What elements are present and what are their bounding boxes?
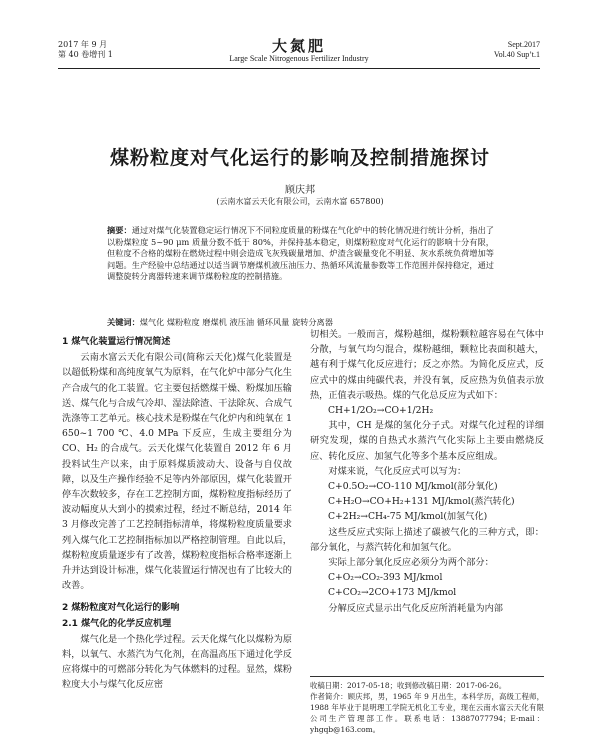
journal-name-cn: 大氮肥 — [271, 37, 326, 55]
footnote-dates: 收稿日期：2017-05-18；收到修改稿日期：2017-06-26。 — [310, 681, 507, 690]
header-volume-en: Vol.40 Sup’t.1 — [493, 50, 540, 59]
abstract — [107, 225, 494, 283]
header-issue-en — [494, 40, 540, 60]
journal-name-en: Large Scale Nitrogenous Fertilizer Industry — [229, 54, 369, 63]
section-1-heading: 1 煤气化装置运行情况简述 — [62, 337, 171, 347]
right-paragraph-1: 切相关。一般而言，煤粉越细，煤粉颗粒越容易在气体中分散，与氧气均匀混合，煤粉越细，颗粒比表面积越大，越有利于煤气化反应进行；反之亦然。为简化反应式，反应式中的煤由纯碳代表，并没有氧，反应热为负值表示放热，正值表示吸热。煤的气化总反应为式如下： — [310, 329, 544, 401]
equation-boudouard: C+CO₂→2CO+173 MJ/kmol — [328, 587, 457, 599]
footnote — [310, 676, 544, 735]
right-paragraph-5: 实际上部分氧化反应必须分为两个部分： — [328, 557, 494, 569]
right-paragraph-2: 其中，CH 是煤的氢化分子式。对煤气化过程的详细研究发现，煤的自热式水蒸汽气化实际上主要由燃烧反应、转化反应、加氢气化等多个基本反应组成。 — [310, 420, 544, 462]
right-paragraph-6: 分解反应式显示出气化反应所消耗量为内部 — [328, 602, 503, 614]
right-paragraph-4: 这些反应式实际上描述了碳被气化的三种方式，即：部分氧化，与蒸汽转化和加氢气化。 — [310, 526, 544, 553]
abstract-label: 摘要： — [107, 225, 132, 235]
right-column — [310, 327, 544, 616]
footnote-author-bio: 作者简介：顾庆邦，男，1965 年 9 月出生，本科学历，高级工程师，1988 年毕业于昆明理工学院无机化工专业，现在云南水富云天化有限公司生产管理部工作。联系电话：13887077794；E-mail：yhgqb@163.com。 — [310, 692, 544, 734]
header-date: 2017 年 9 月 — [58, 40, 108, 49]
section-2-1-heading: 2.1 煤气化的化学反应机理 — [62, 618, 172, 629]
equation-combustion: C+O₂→CO₂-393 MJ/kmol — [328, 572, 443, 584]
left-column — [62, 335, 292, 693]
section-2-heading: 2 煤粉粒度对气化运行的影响 — [62, 603, 180, 614]
article-author: 顾庆邦 — [285, 185, 315, 196]
abstract-text: 通过对煤气化装置稳定运行情况下不同粒度质量的粉煤在气化炉中的转化情况进行统计分析，指出了以粉煤粒度 5~90 μm 质量分数不低于 80%，并保持基本稳定，则煤粉粒度对气化运行的影响十分有限，但粒度不合格的煤粉在燃烧过程中则会造成飞灰残碳量增加、炉渣含碳量变化不明显、灰水系统负荷增加等问题。生产经验中总结通过以适当调节磨煤机液压油压力、热循环风流量参数等工作范围并保持稳定，通过调整旋转分离器转速来调节煤粉粒度的控制措施。 — [107, 225, 494, 281]
equation-steam-conversion: C+H₂O→CO+H₂+131 MJ/kmol(蒸汽转化) — [328, 496, 515, 508]
equation-overall: CH+1/2O₂→CO+1/2H₂ — [328, 405, 434, 417]
keywords-label: 关键词： — [107, 317, 140, 327]
author-affiliation: (云南水富云天化有限公司，云南水富 657800) — [216, 197, 384, 206]
header-date-en: Sept.2017 — [507, 40, 540, 49]
header-volume: 第 40 卷增刊 1 — [58, 50, 113, 59]
journal-masthead — [58, 38, 540, 64]
page-header — [58, 38, 540, 69]
section-1-paragraph: 云南水富云天化有限公司(简称云天化)煤气化装置是以超低粉煤和高纯度氧气为原料，在气化炉中部分气化生产合成气的化工装置。它主要包括燃煤干燥、粉煤加压输送、煤气化与合成气冷却、湿法除渣、干法除灰、合成气洗涤等工艺单元。核心技术是粉煤在气化炉内和纯氧在 1 650~1 700 ℃、4.0 MPa 下反应，生成主要组分为 CO、H₂ 的合成气。云天化煤气化装置自 2012 年 6 月投料试生产以来，由于原料煤质波动大、设备与自仪故障，以及生产操作经验不足等内外部原因，煤气化装置开停车次数较多，存在工艺控制方面，煤粉粒度指标经历了波动幅度从大到小的摸索过程，经过不断总结，2014 年 3 月修改完善了工艺控制指标清单，将煤粉粒度质量要求列入煤气化工艺控制指标加以严格控制管理。自此以后，煤粉粒度质量逐步有了改善，煤粉粒度指标合格率逐渐上升并达到设计标准，煤气化装置运行情况也有了比较大的改善。 — [62, 352, 292, 592]
equation-partial-oxidation: C+0.5O₂→CO-110 MJ/kmol(部分氧化) — [328, 481, 498, 493]
article-title: 煤粉粒度对气化运行的影响及控制措施探讨 — [109, 147, 490, 169]
equation-hydrogasification: C+2H₂→CH₄-75 MJ/kmol(加氢气化) — [328, 511, 488, 523]
keywords-list: 煤气化 煤粉粒度 磨煤机 液压油 循环风量 旋转分离器 — [139, 317, 333, 327]
section-2-1-paragraph: 煤气化是一个热化学过程。云天化煤气化以煤粉为原料，以氧气、水蒸汽为气化剂，在高温高压下通过化学反应将煤中的可燃部分转化为气体燃料的过程。显然，煤粉粒度大小与煤气化反应密 — [62, 633, 292, 691]
right-paragraph-3: 对煤来说，气化反应式可以写为： — [328, 465, 467, 477]
